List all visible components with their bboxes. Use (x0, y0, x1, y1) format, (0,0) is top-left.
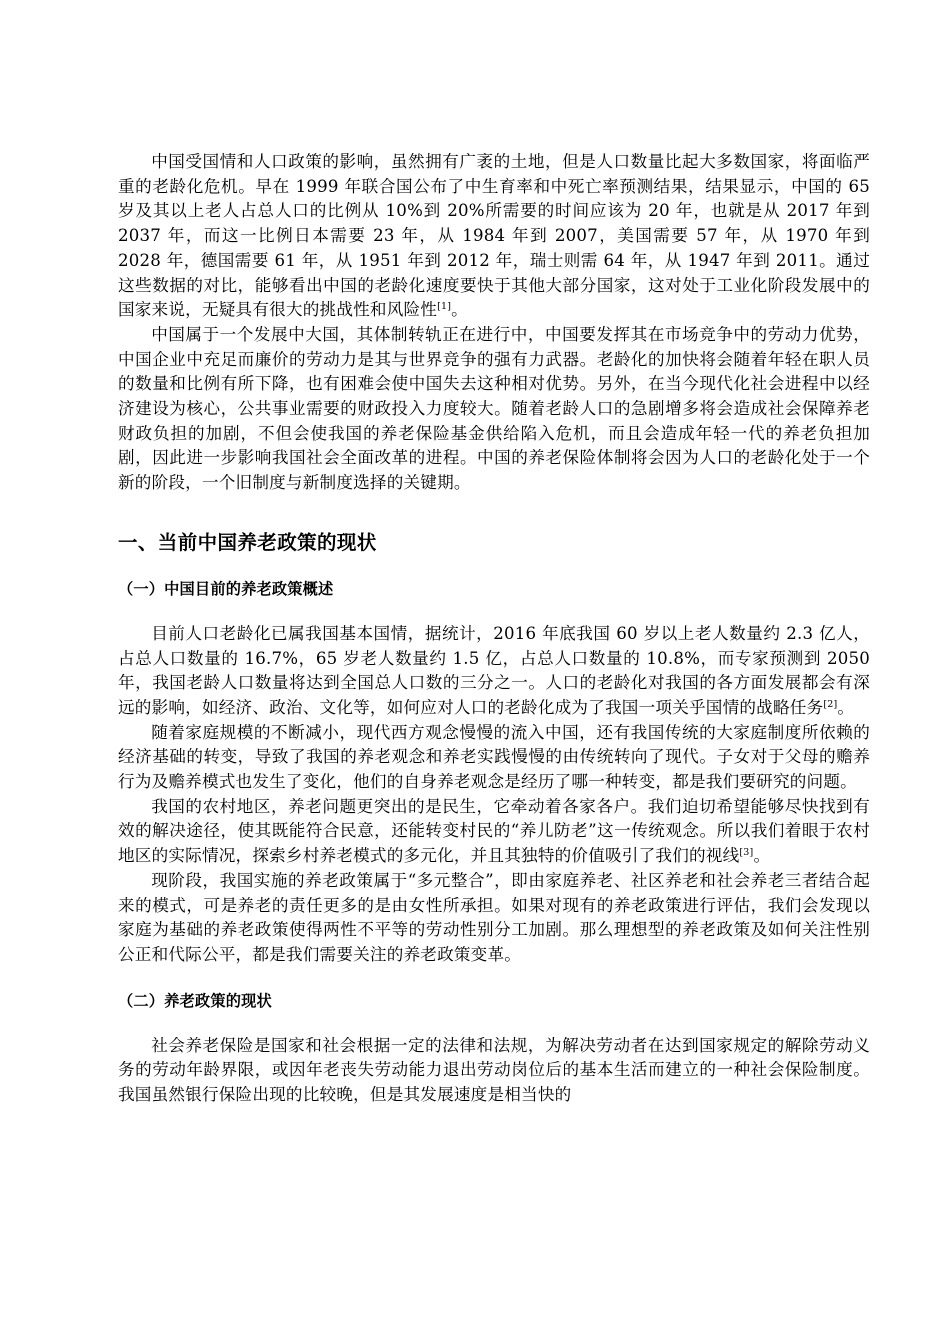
overview-paragraph-4: 现阶段，我国实施的养老政策属于“多元整合”，即由家庭养老、社区养老和社会养老三者结合起来的模式，可是养老的责任更多的是由女性所承担。如果对现有的养老政策进行评估，我们会发现以家庭为基础的养老政策使得两性不平等的劳动性别分工加剧。那么理想型的养老政策及如何关注性别公正和代际公平，都是我们需要关注的养老政策变革。 (118, 870, 870, 964)
subsection-heading-overview: （一）中国目前的养老政策概述 (118, 579, 334, 598)
citation-3: [3] (739, 847, 754, 859)
section-heading-current-status: 一、当前中国养老政策的现状 (118, 530, 377, 554)
subsection-heading-status: （二）养老政策的现状 (118, 991, 272, 1010)
overview-paragraph-3: 我国的农村地区，养老问题更突出的是民生，它牵动着各家各户。我们迫切希望能够尽快找到有效的解决途径，使其既能符合民意，还能转变村民的“养儿防老”这一传统观念。所以我们着眼于农村地区的实际情况，探索乡村养老模式的多元化，并且其独特的价值吸引了我们的视线[3]。 (118, 796, 870, 866)
overview-paragraph-1: 目前人口老龄化已属我国基本国情，据统计，2016 年底我国 60 岁以上老人数量约 2.3 亿人，占总人口数量的 16.7%，65 岁老人数量约 1.5 亿，占总人口数量的 10.8%，而专家预测到 2050 年，我国老龄人口数量将达到全国总人口数的三分之一。人口的老龄化对我国的各方面发展都会有深远的影响，如经济、政治、文化等，如何应对人口的老龄化成为了我国一项关乎国情的战略任务[2]。 (118, 623, 870, 717)
overview-paragraph-2: 随着家庭规模的不断减小，现代西方观念慢慢的流入中国，还有我国传统的大家庭制度所依赖的经济基础的转变，导致了我国的养老观念和养老实践慢慢的由传统转向了现代。子女对于父母的赡养行为及赡养模式也发生了变化，他们的自身养老观念是经历了哪一种转变，都是我们要研究的问题。 (118, 722, 870, 792)
intro-paragraph-2: 中国属于一个发展中大国，其体制转轨正在进行中，中国要发挥其在市场竞争中的劳动力优势，中国企业中充足而廉价的劳动力是其与世界竞争的强有力武器。老龄化的加快将会随着年轻在职人员的数量和比例有所下降，也有困难会使中国失去这种相对优势。另外，在当今现代化社会进程中以经济建设为核心，公共事业需要的财政投入力度较大。随着老龄人口的急剧增多将会造成社会保障养老财政负担的加剧，不但会使我国的养老保险基金供给陷入危机，而且会造成年轻一代的养老负担加剧，因此进一步影响我国社会全面改革的进程。中国的养老保险体制将会因为人口的老龄化处于一个新的阶段，一个旧制度与新制度选择的关键期。 (118, 324, 870, 493)
citation-2: [2] (823, 698, 838, 710)
document-page (118, 150, 870, 1108)
citation-1: [1] (437, 301, 452, 313)
status-paragraph-1: 社会养老保险是国家和社会根据一定的法律和法规，为解决劳动者在达到国家规定的解除劳动义务的劳动年龄界限，或因年老丧失劳动能力退出劳动岗位后的基本生活而建立的一种社会保险制度。我国虽然银行保险出现的比较晚，但是其发展速度是相当快的 (118, 1035, 870, 1105)
intro-paragraph-1: 中国受国情和人口政策的影响，虽然拥有广袤的土地，但是人口数量比起大多数国家，将面临严重的老龄化危机。早在 1999 年联合国公布了中生育率和中死亡率预测结果，结果显示，中国的 65 岁及其以上老人占总人口的比例从 10%到 20%所需要的时间应该为 20 年，也就是从 2017 年到 2037 年，而这一比例日本需要 23 年，从 1984 年到 2007，美国需要 57 年，从 1970 年到 2028 年，德国需要 61 年，从 1951 年到 2012 年，瑞士则需 64 年，从 1947 年到 2011。通过这些数据的对比，能够看出中国的老龄化速度要快于其他大部分国家，这对处于工业化阶段发展中的国家来说，无疑具有很大的挑战性和风险性[1]。 (118, 152, 870, 320)
